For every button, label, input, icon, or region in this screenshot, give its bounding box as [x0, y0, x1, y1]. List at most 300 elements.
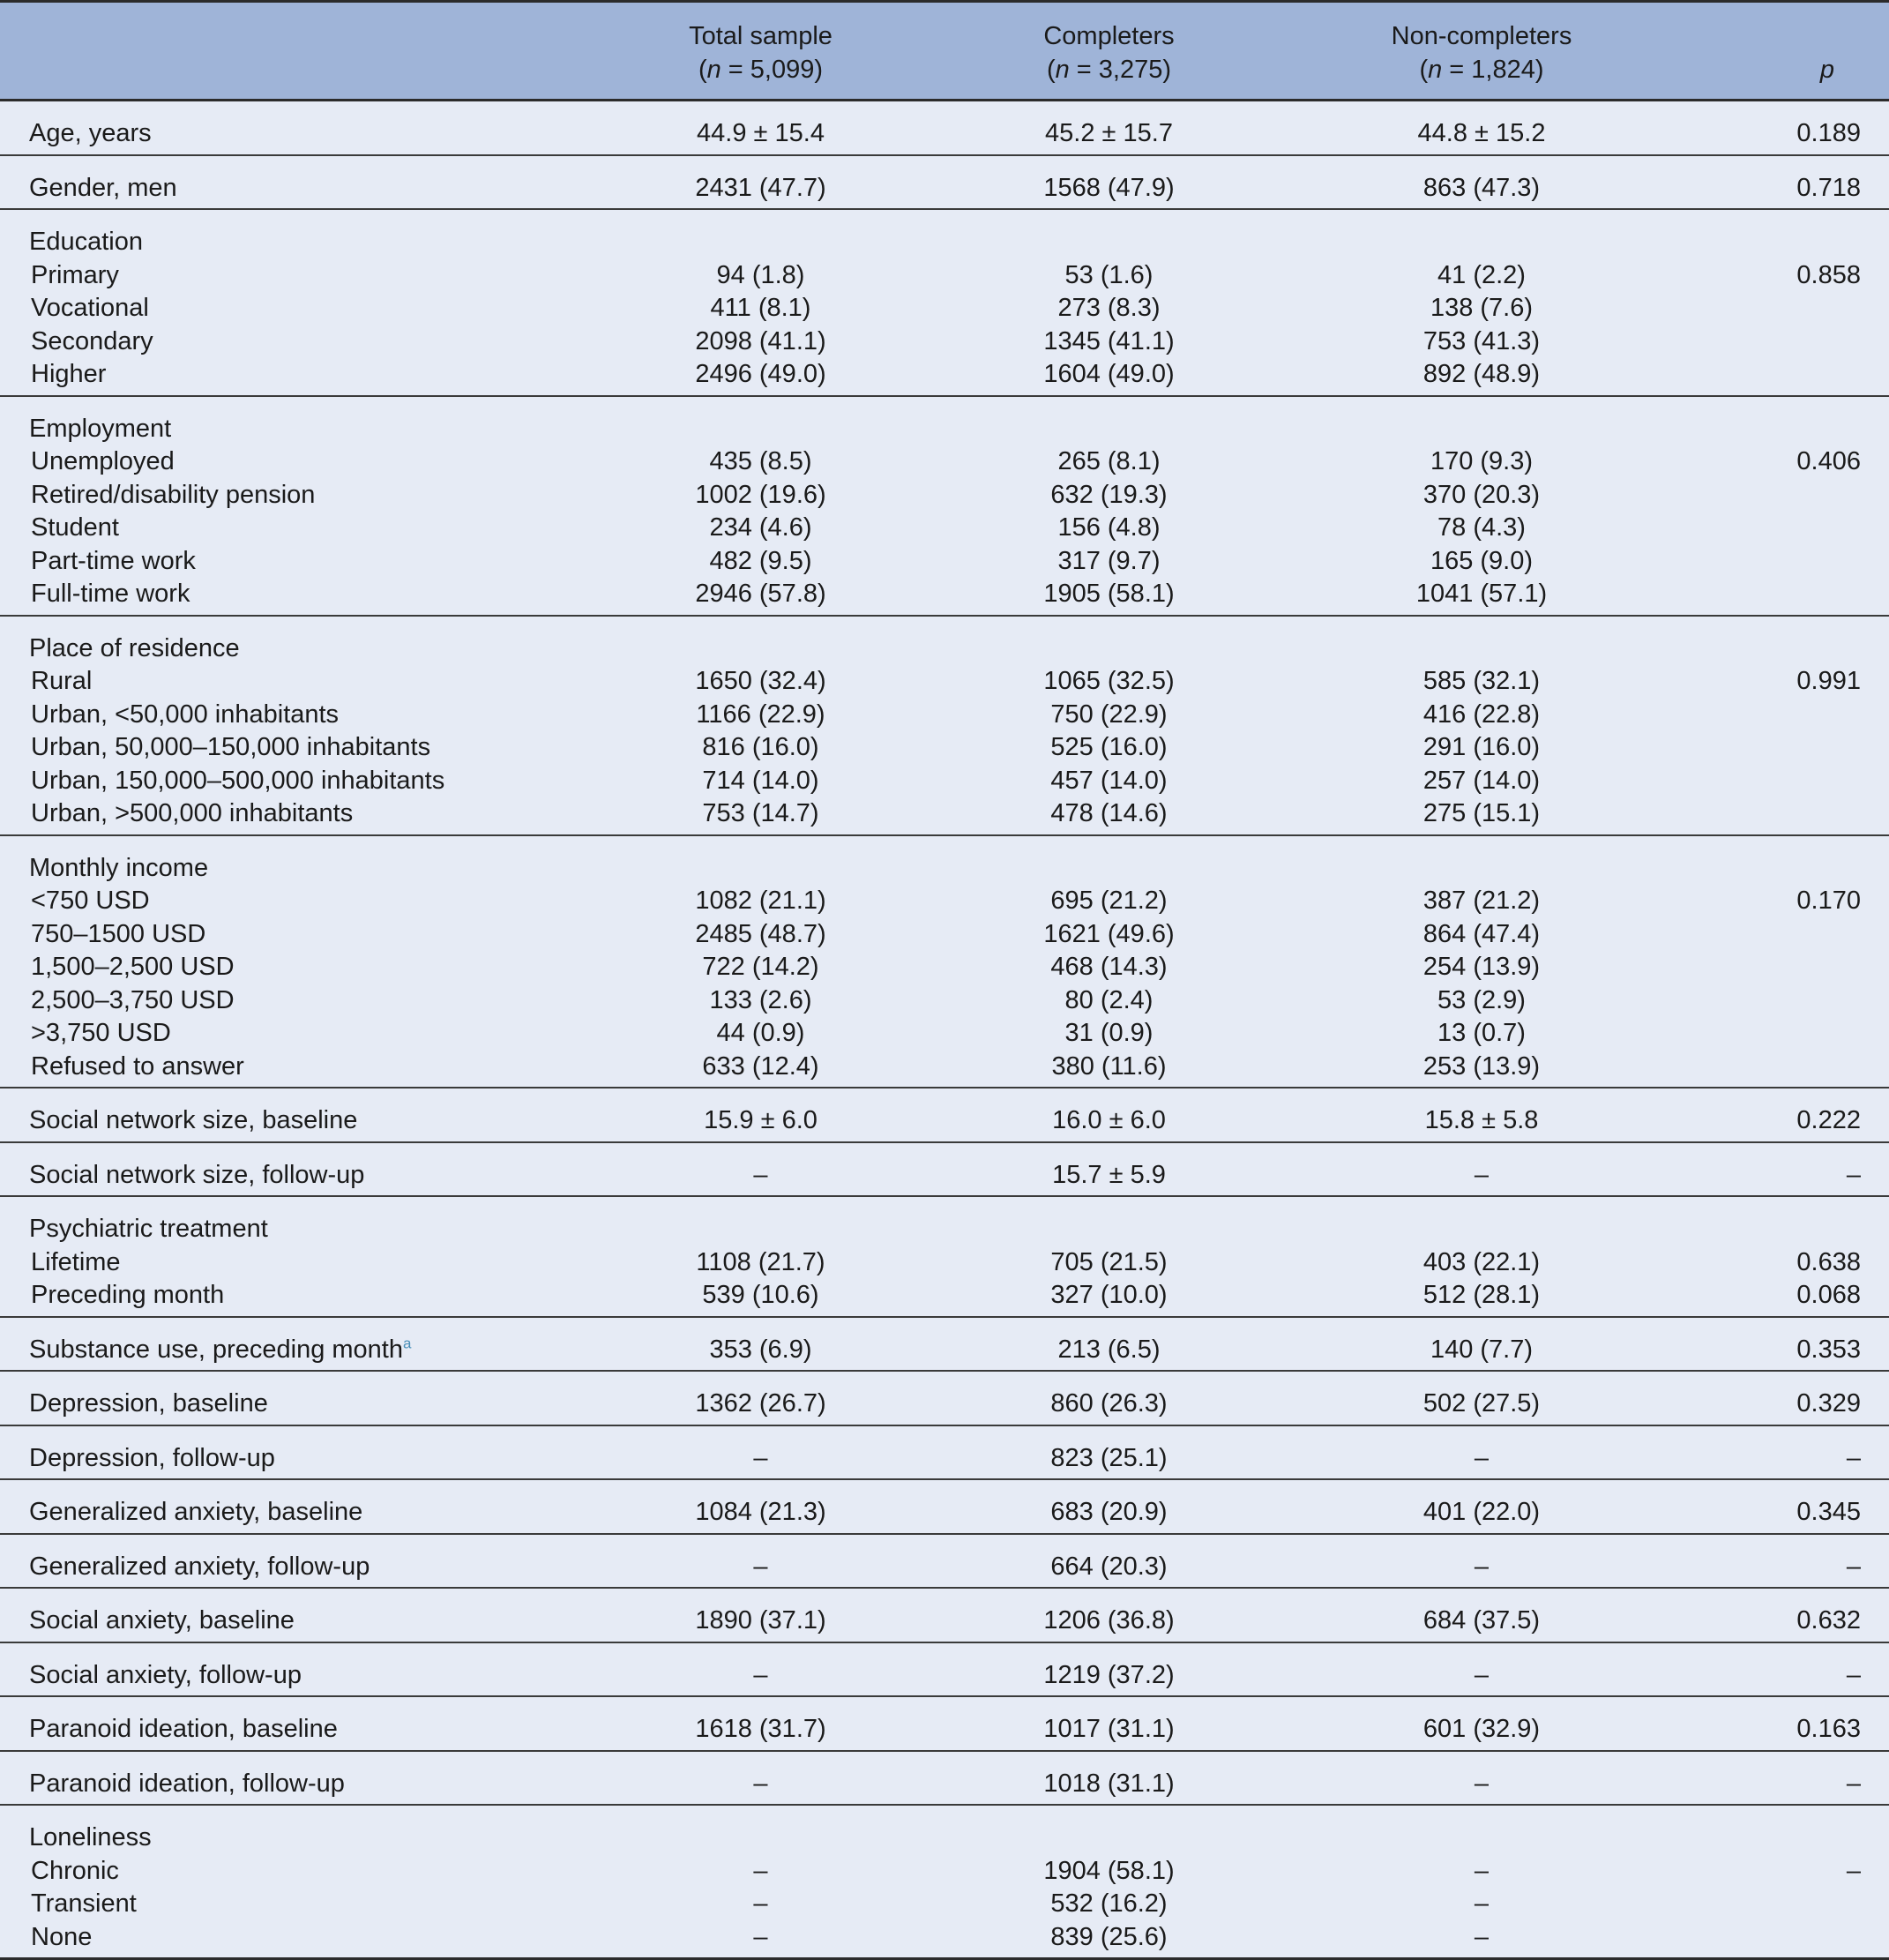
- noncompleters-value: 275 (15.1): [1314, 797, 1649, 835]
- row-label: [0, 512, 617, 545]
- table-row: [0, 292, 1889, 325]
- p-value: 0.638: [1649, 1246, 1889, 1280]
- noncompleters-value: –: [1314, 1534, 1649, 1589]
- table-row: [0, 1751, 1889, 1806]
- noncompleters-value: 864 (47.4): [1314, 918, 1649, 952]
- total-sample-value: 1166 (22.9): [617, 699, 904, 732]
- noncompleters-value: 892 (48.9): [1314, 358, 1649, 396]
- total-sample-value: 539 (10.6): [617, 1279, 904, 1317]
- row-label-text: Gender, men: [29, 173, 177, 202]
- total-sample-value: –: [617, 1888, 904, 1921]
- total-sample-value: 816 (16.0): [617, 731, 904, 765]
- group-header-label: Employment: [0, 396, 617, 446]
- p-value: 0.345: [1649, 1479, 1889, 1534]
- completers-value: 664 (20.3): [904, 1534, 1314, 1589]
- completers-value: 31 (0.9): [904, 1017, 1314, 1051]
- completers-value: 1017 (31.1): [904, 1696, 1314, 1751]
- table-row: [0, 1317, 1889, 1372]
- header-total-n: (n = 5,099): [698, 55, 824, 84]
- total-sample-value: 435 (8.5): [617, 445, 904, 479]
- total-sample-value: –: [617, 1534, 904, 1589]
- completers-value: 525 (16.0): [904, 731, 1314, 765]
- group-header-label: Place of residence: [0, 616, 617, 666]
- noncompleters-value: 512 (28.1): [1314, 1279, 1649, 1317]
- row-label: [0, 984, 617, 1018]
- empty-cell: [1649, 1805, 1889, 1855]
- table-row: [0, 665, 1889, 699]
- p-value: [1649, 1017, 1889, 1051]
- header-p-value: [1649, 2, 1889, 101]
- noncompleters-value: –: [1314, 1642, 1649, 1697]
- empty-cell: [1649, 616, 1889, 666]
- table-row: [0, 545, 1889, 579]
- noncompleters-value: 1041 (57.1): [1314, 578, 1649, 616]
- row-label: [0, 1751, 617, 1806]
- row-label-text: Depression, baseline: [29, 1389, 268, 1418]
- row-label-text: Chronic: [31, 1856, 119, 1885]
- total-sample-value: 1890 (37.1): [617, 1588, 904, 1642]
- p-value: 0.163: [1649, 1696, 1889, 1751]
- total-sample-value: 133 (2.6): [617, 984, 904, 1018]
- completers-value: 1621 (49.6): [904, 918, 1314, 952]
- table-row: [0, 512, 1889, 545]
- row-label-text: Rural: [31, 667, 93, 695]
- row-label: [0, 445, 617, 479]
- empty-cell: [1314, 616, 1649, 666]
- footnote-marker: a: [403, 1334, 412, 1351]
- p-value: [1649, 797, 1889, 835]
- row-label: [0, 292, 617, 325]
- noncompleters-value: 403 (22.1): [1314, 1246, 1649, 1280]
- empty-cell: [617, 396, 904, 446]
- p-value: [1649, 358, 1889, 396]
- completers-value: 532 (16.2): [904, 1888, 1314, 1921]
- row-label-text: Generalized anxiety, follow-up: [29, 1552, 370, 1581]
- table-row: [0, 765, 1889, 798]
- completers-value: 1904 (58.1): [904, 1855, 1314, 1889]
- empty-cell: [1649, 835, 1889, 886]
- completers-value: 1219 (37.2): [904, 1642, 1314, 1697]
- p-value: [1649, 984, 1889, 1018]
- row-label: [0, 1142, 617, 1197]
- p-value: [1649, 765, 1889, 798]
- total-sample-value: 482 (9.5): [617, 545, 904, 579]
- total-sample-value: 2485 (48.7): [617, 918, 904, 952]
- row-label-text: Urban, >500,000 inhabitants: [31, 799, 354, 827]
- p-value: [1649, 479, 1889, 512]
- total-sample-value: 722 (14.2): [617, 951, 904, 984]
- table-row: [0, 1888, 1889, 1921]
- noncompleters-value: 140 (7.7): [1314, 1317, 1649, 1372]
- row-label: [0, 1696, 617, 1751]
- row-label: [0, 1534, 617, 1589]
- table-row: [0, 1142, 1889, 1197]
- table-row: [0, 1588, 1889, 1642]
- row-label: [0, 1279, 617, 1317]
- noncompleters-value: –: [1314, 1855, 1649, 1889]
- total-sample-value: 353 (6.9): [617, 1317, 904, 1372]
- row-label: [0, 1855, 617, 1889]
- table-row: [0, 731, 1889, 765]
- noncompleters-value: 416 (22.8): [1314, 699, 1649, 732]
- noncompleters-value: 684 (37.5): [1314, 1588, 1649, 1642]
- row-label: [0, 765, 617, 798]
- header-total-label: Total sample: [689, 22, 833, 50]
- empty-cell: [904, 1196, 1314, 1246]
- row-label: [0, 1246, 617, 1280]
- row-label: [0, 259, 617, 293]
- total-sample-value: 1082 (21.1): [617, 885, 904, 918]
- noncompleters-value: 15.8 ± 5.8: [1314, 1088, 1649, 1142]
- completers-value: 1568 (47.9): [904, 155, 1314, 210]
- row-label: [0, 1317, 617, 1372]
- noncompleters-value: –: [1314, 1425, 1649, 1480]
- row-label-text: Substance use, preceding month: [29, 1335, 403, 1364]
- row-label: [0, 1088, 617, 1142]
- header-total-n-value: = 5,099: [721, 55, 815, 84]
- completers-value: 683 (20.9): [904, 1479, 1314, 1534]
- completers-value: 80 (2.4): [904, 984, 1314, 1018]
- empty-cell: [1314, 835, 1649, 886]
- group-header-row: [0, 616, 1889, 666]
- total-sample-value: 1362 (26.7): [617, 1371, 904, 1425]
- table-row: [0, 1088, 1889, 1142]
- noncompleters-value: 78 (4.3): [1314, 512, 1649, 545]
- completers-value: 45.2 ± 15.7: [904, 101, 1314, 155]
- row-label: [0, 797, 617, 835]
- table-row: [0, 918, 1889, 952]
- empty-cell: [1314, 396, 1649, 446]
- empty-cell: [904, 616, 1314, 666]
- noncompleters-value: 387 (21.2): [1314, 885, 1649, 918]
- noncompleters-value: 753 (41.3): [1314, 325, 1649, 359]
- row-label: [0, 1017, 617, 1051]
- row-label: [0, 1588, 617, 1642]
- row-label-text: Paranoid ideation, follow-up: [29, 1769, 345, 1798]
- noncompleters-value: 253 (13.9): [1314, 1051, 1649, 1088]
- header-completers-n: (n = 3,275): [1046, 55, 1172, 84]
- total-sample-value: 633 (12.4): [617, 1051, 904, 1088]
- p-value: 0.189: [1649, 101, 1889, 155]
- row-label: [0, 545, 617, 579]
- row-label-text: Urban, 50,000–150,000 inhabitants: [31, 733, 431, 761]
- empty-cell: [904, 835, 1314, 886]
- row-label: [0, 1642, 617, 1697]
- noncompleters-value: 41 (2.2): [1314, 259, 1649, 293]
- empty-cell: [904, 396, 1314, 446]
- row-label: [0, 699, 617, 732]
- group-header-row: [0, 1196, 1889, 1246]
- completers-value: 265 (8.1): [904, 445, 1314, 479]
- header-noncompleters-n-value: = 1,824: [1442, 55, 1535, 84]
- p-value: [1649, 1051, 1889, 1088]
- p-value: [1649, 918, 1889, 952]
- total-sample-value: 2431 (47.7): [617, 155, 904, 210]
- row-label-text: Social anxiety, follow-up: [29, 1660, 302, 1689]
- table-row: [0, 155, 1889, 210]
- completers-value: 478 (14.6): [904, 797, 1314, 835]
- table-row: [0, 1855, 1889, 1889]
- p-value: [1649, 1921, 1889, 1959]
- total-sample-value: 1084 (21.3): [617, 1479, 904, 1534]
- p-value: 0.170: [1649, 885, 1889, 918]
- row-label-text: <750 USD: [31, 886, 150, 915]
- row-label-text: Lifetime: [31, 1247, 121, 1276]
- p-value: 0.068: [1649, 1279, 1889, 1317]
- completers-value: 860 (26.3): [904, 1371, 1314, 1425]
- noncompleters-value: 257 (14.0): [1314, 765, 1649, 798]
- p-value: [1649, 951, 1889, 984]
- row-label-text: 2,500–3,750 USD: [31, 985, 235, 1014]
- total-sample-value: –: [617, 1855, 904, 1889]
- noncompleters-value: 165 (9.0): [1314, 545, 1649, 579]
- table-row: [0, 479, 1889, 512]
- table-row: [0, 1696, 1889, 1751]
- empty-cell: [617, 1805, 904, 1855]
- row-label-text: Social network size, baseline: [29, 1106, 358, 1134]
- p-value: –: [1649, 1855, 1889, 1889]
- total-sample-value: 714 (14.0): [617, 765, 904, 798]
- table-row: [0, 325, 1889, 359]
- row-label-text: Transient: [31, 1889, 137, 1918]
- table-row: [0, 1017, 1889, 1051]
- completers-value: 156 (4.8): [904, 512, 1314, 545]
- total-sample-value: –: [617, 1642, 904, 1697]
- total-sample-value: –: [617, 1751, 904, 1806]
- empty-cell: [1649, 396, 1889, 446]
- noncompleters-value: 370 (20.3): [1314, 479, 1649, 512]
- row-label-text: Urban, <50,000 inhabitants: [31, 699, 340, 729]
- p-value: [1649, 512, 1889, 545]
- completers-value: 1604 (49.0): [904, 358, 1314, 396]
- empty-cell: [904, 1805, 1314, 1855]
- p-value: –: [1649, 1142, 1889, 1197]
- row-label-text: Refused to answer: [31, 1051, 244, 1081]
- completers-value: 1065 (32.5): [904, 665, 1314, 699]
- row-label-text: None: [31, 1922, 93, 1951]
- row-label: [0, 1371, 617, 1425]
- row-label: [0, 885, 617, 918]
- total-sample-value: –: [617, 1921, 904, 1959]
- table-row: [0, 1279, 1889, 1317]
- row-label-text: Retired/disability pension: [31, 480, 316, 509]
- row-label: [0, 951, 617, 984]
- row-label-text: Part-time work: [31, 546, 196, 575]
- noncompleters-value: 863 (47.3): [1314, 155, 1649, 210]
- row-label-text: Age, years: [29, 119, 152, 147]
- table-row: [0, 1642, 1889, 1697]
- row-label: [0, 155, 617, 210]
- completers-value: 823 (25.1): [904, 1425, 1314, 1480]
- group-header-row: [0, 396, 1889, 446]
- row-label-text: Secondary: [31, 326, 153, 355]
- table-row: [0, 259, 1889, 293]
- row-label-text: Social anxiety, baseline: [29, 1606, 295, 1635]
- completers-value: 16.0 ± 6.0: [904, 1088, 1314, 1142]
- table-row: [0, 951, 1889, 984]
- noncompleters-value: –: [1314, 1921, 1649, 1959]
- row-label: [0, 1425, 617, 1480]
- p-value: 0.632: [1649, 1588, 1889, 1642]
- noncompleters-value: –: [1314, 1751, 1649, 1806]
- table-row: [0, 1479, 1889, 1534]
- group-header-row: [0, 209, 1889, 259]
- group-header-row: [0, 1805, 1889, 1855]
- table-body: [0, 101, 1889, 1959]
- group-header-label: Loneliness: [0, 1805, 617, 1855]
- p-value: [1649, 731, 1889, 765]
- empty-cell: [617, 1196, 904, 1246]
- p-value: –: [1649, 1425, 1889, 1480]
- total-sample-value: 1650 (32.4): [617, 665, 904, 699]
- empty-cell: [617, 835, 904, 886]
- header-completers: [904, 2, 1314, 101]
- header-completers-n-value: = 3,275: [1069, 55, 1163, 84]
- noncompleters-value: 401 (22.0): [1314, 1479, 1649, 1534]
- group-header-row: [0, 835, 1889, 886]
- row-label-text: Full-time work: [31, 580, 190, 608]
- noncompleters-value: –: [1314, 1142, 1649, 1197]
- empty-cell: [1649, 1196, 1889, 1246]
- total-sample-value: –: [617, 1425, 904, 1480]
- total-sample-value: 1002 (19.6): [617, 479, 904, 512]
- row-label: [0, 1888, 617, 1921]
- p-value: [1649, 292, 1889, 325]
- completers-value: 705 (21.5): [904, 1246, 1314, 1280]
- row-label: [0, 731, 617, 765]
- row-label-text: Vocational: [31, 294, 149, 322]
- p-value: 0.858: [1649, 259, 1889, 293]
- header-completers-n-symbol: n: [1055, 55, 1070, 84]
- completers-value: 1018 (31.1): [904, 1751, 1314, 1806]
- p-value: 0.991: [1649, 665, 1889, 699]
- completers-value: 468 (14.3): [904, 951, 1314, 984]
- completers-value: 750 (22.9): [904, 699, 1314, 732]
- p-value: [1649, 545, 1889, 579]
- header-noncompleters-n-symbol: n: [1428, 55, 1443, 84]
- table-row: [0, 1371, 1889, 1425]
- table-row: [0, 101, 1889, 155]
- row-label: [0, 479, 617, 512]
- row-label: [0, 1479, 617, 1534]
- p-value: 0.353: [1649, 1317, 1889, 1372]
- noncompleters-value: 138 (7.6): [1314, 292, 1649, 325]
- table-row: [0, 984, 1889, 1018]
- completers-value: 317 (9.7): [904, 545, 1314, 579]
- table-row: [0, 358, 1889, 396]
- row-label: [0, 918, 617, 952]
- noncompleters-value: 13 (0.7): [1314, 1017, 1649, 1051]
- p-value: –: [1649, 1642, 1889, 1697]
- total-sample-value: 411 (8.1): [617, 292, 904, 325]
- total-sample-value: –: [617, 1142, 904, 1197]
- row-label: [0, 358, 617, 396]
- table-row: [0, 1246, 1889, 1280]
- completers-value: 273 (8.3): [904, 292, 1314, 325]
- row-label-text: Depression, follow-up: [29, 1443, 275, 1472]
- completers-value: 380 (11.6): [904, 1051, 1314, 1088]
- completers-value: 839 (25.6): [904, 1921, 1314, 1959]
- p-value: 0.406: [1649, 445, 1889, 479]
- total-sample-value: 2946 (57.8): [617, 578, 904, 616]
- header-noncompleters-n: (n = 1,824): [1419, 55, 1544, 84]
- header-total-n-symbol: n: [706, 55, 721, 84]
- total-sample-value: 753 (14.7): [617, 797, 904, 835]
- header-noncompleters-label: Non-completers: [1391, 22, 1572, 50]
- row-label-text: Urban, 150,000–500,000 inhabitants: [31, 766, 445, 795]
- empty-cell: [617, 616, 904, 666]
- completers-value: 1905 (58.1): [904, 578, 1314, 616]
- noncompleters-value: 170 (9.3): [1314, 445, 1649, 479]
- row-label-text: Social network size, follow-up: [29, 1160, 365, 1189]
- p-value: –: [1649, 1534, 1889, 1589]
- header-p-symbol: p: [1819, 55, 1834, 84]
- noncompleters-value: 502 (27.5): [1314, 1371, 1649, 1425]
- completers-value: 53 (1.6): [904, 259, 1314, 293]
- row-label: [0, 1921, 617, 1959]
- noncompleters-value: 53 (2.9): [1314, 984, 1649, 1018]
- total-sample-value: 2098 (41.1): [617, 325, 904, 359]
- table-row: [0, 1921, 1889, 1959]
- row-label-text: Generalized anxiety, baseline: [29, 1498, 363, 1526]
- empty-cell: [1314, 1805, 1649, 1855]
- completers-value: 632 (19.3): [904, 479, 1314, 512]
- p-value: [1649, 578, 1889, 616]
- empty-cell: [1314, 209, 1649, 259]
- row-label: [0, 578, 617, 616]
- noncompleters-value: 254 (13.9): [1314, 951, 1649, 984]
- header-noncompleters: [1314, 2, 1649, 101]
- table-row: [0, 445, 1889, 479]
- p-value: 0.718: [1649, 155, 1889, 210]
- table-row: [0, 1425, 1889, 1480]
- total-sample-value: 44 (0.9): [617, 1017, 904, 1051]
- row-label-text: Paranoid ideation, baseline: [29, 1715, 338, 1743]
- completers-value: 1345 (41.1): [904, 325, 1314, 359]
- completers-value: 695 (21.2): [904, 885, 1314, 918]
- row-label-text: Student: [31, 513, 119, 542]
- total-sample-value: 2496 (49.0): [617, 358, 904, 396]
- empty-cell: [617, 209, 904, 259]
- noncompleters-value: 601 (32.9): [1314, 1696, 1649, 1751]
- p-value: 0.222: [1649, 1088, 1889, 1142]
- group-header-label: Education: [0, 209, 617, 259]
- header-label-empty: [0, 2, 617, 101]
- row-label-text: Unemployed: [31, 447, 175, 475]
- total-sample-value: 94 (1.8): [617, 259, 904, 293]
- total-sample-value: 1108 (21.7): [617, 1246, 904, 1280]
- completers-value: 213 (6.5): [904, 1317, 1314, 1372]
- total-sample-value: 1618 (31.7): [617, 1696, 904, 1751]
- completers-value: 1206 (36.8): [904, 1588, 1314, 1642]
- group-header-label: Monthly income: [0, 835, 617, 886]
- completers-value: 457 (14.0): [904, 765, 1314, 798]
- p-value: [1649, 1888, 1889, 1921]
- row-label-text: 750–1500 USD: [31, 919, 206, 948]
- empty-cell: [1649, 209, 1889, 259]
- empty-cell: [904, 209, 1314, 259]
- table-row: [0, 1051, 1889, 1088]
- total-sample-value: 15.9 ± 6.0: [617, 1088, 904, 1142]
- table-row: [0, 797, 1889, 835]
- noncompleters-value: 291 (16.0): [1314, 731, 1649, 765]
- completers-value: 15.7 ± 5.9: [904, 1142, 1314, 1197]
- completers-value: 327 (10.0): [904, 1279, 1314, 1317]
- table-row: [0, 885, 1889, 918]
- table-row: [0, 1534, 1889, 1589]
- total-sample-value: 44.9 ± 15.4: [617, 101, 904, 155]
- table-row: [0, 578, 1889, 616]
